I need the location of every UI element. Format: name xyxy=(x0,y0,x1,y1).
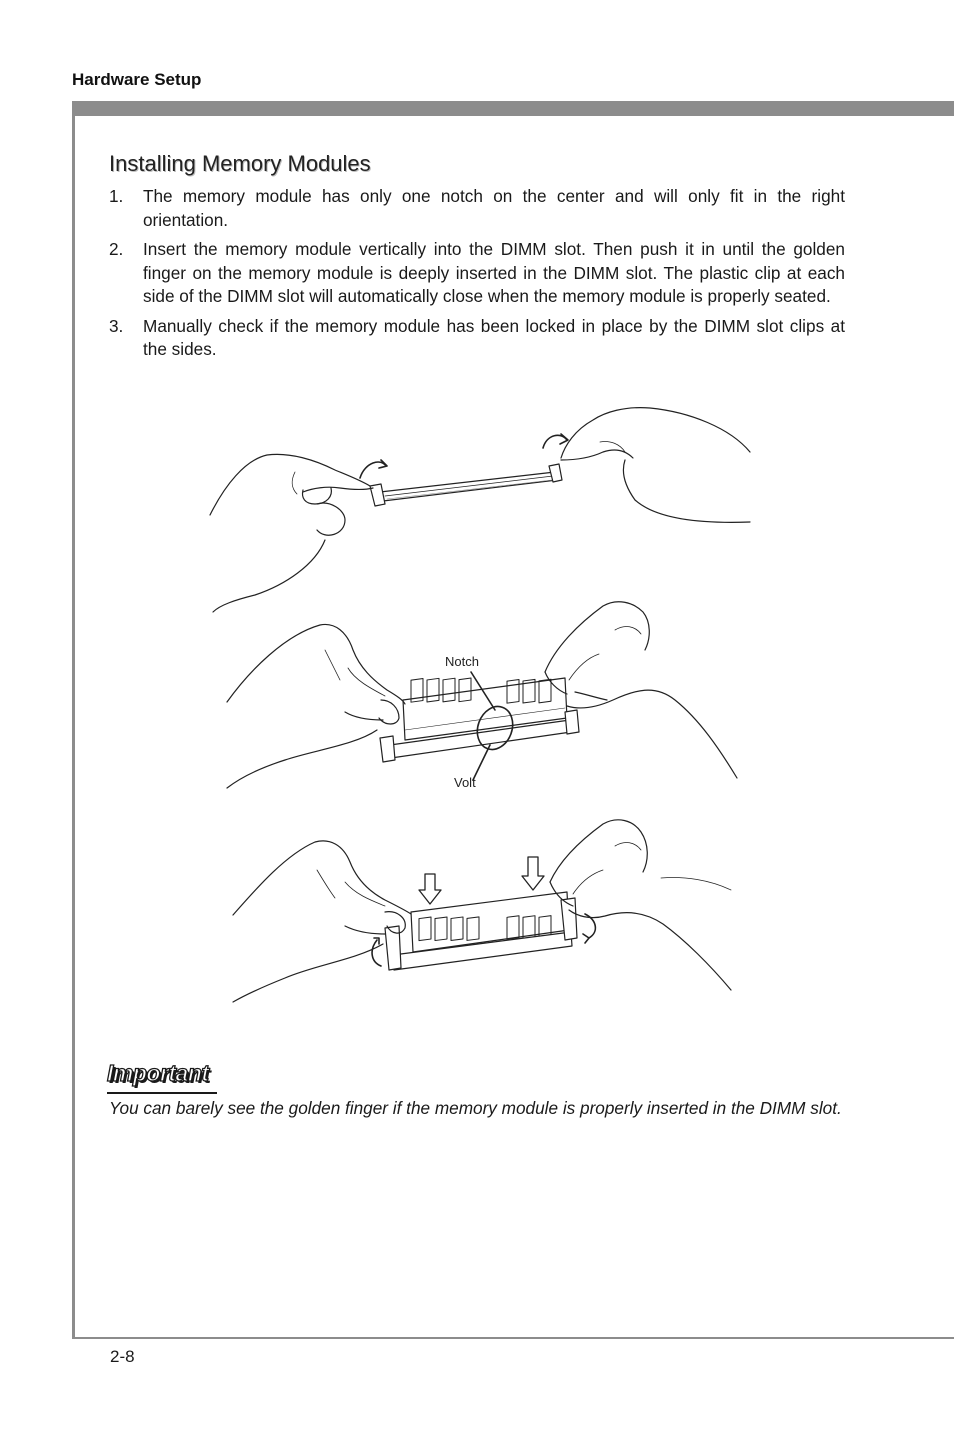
important-note: You can barely see the golden finger if the memory module is properly inserted in the DIMM slot. xyxy=(109,1098,842,1118)
step-text: Manually check if the memory module has been locked in place by the DIMM slot clips at the sides. xyxy=(143,315,845,359)
panel-align-module xyxy=(227,602,737,790)
left-border-rule xyxy=(72,101,75,1339)
step-number: 2. xyxy=(109,239,124,259)
step-item xyxy=(109,315,845,362)
important-heading: Important xyxy=(107,1060,209,1086)
important-underline xyxy=(107,1092,217,1094)
panel-open-clips xyxy=(210,408,750,612)
section-header: Hardware Setup xyxy=(72,70,202,89)
step-text: Insert the memory module vertically into the DIMM slot. Then push it in until the golden finger on the memory module is deeply inserted in the DIMM slot. The plastic clip at each side of the DIMM slot will automatically close when the memory module is properly seated. xyxy=(143,239,845,306)
step-number: 3. xyxy=(109,315,124,336)
memory-installation-illustration xyxy=(205,400,760,1010)
step-text: The memory module has only one notch on the center and will only fit in the right orientation. xyxy=(143,186,845,230)
page-number: 2-8 xyxy=(110,1347,135,1366)
bottom-border-rule xyxy=(72,1337,954,1339)
panel-push-module xyxy=(233,820,731,1002)
step-item xyxy=(109,185,845,232)
notch-label: Notch xyxy=(445,654,479,669)
step-number: 1. xyxy=(109,186,124,206)
page-title: Installing Memory Modules xyxy=(109,151,371,176)
step-item xyxy=(109,238,845,309)
volt-label: Volt xyxy=(454,775,476,790)
header-bar xyxy=(72,101,954,116)
installation-steps xyxy=(109,185,845,368)
